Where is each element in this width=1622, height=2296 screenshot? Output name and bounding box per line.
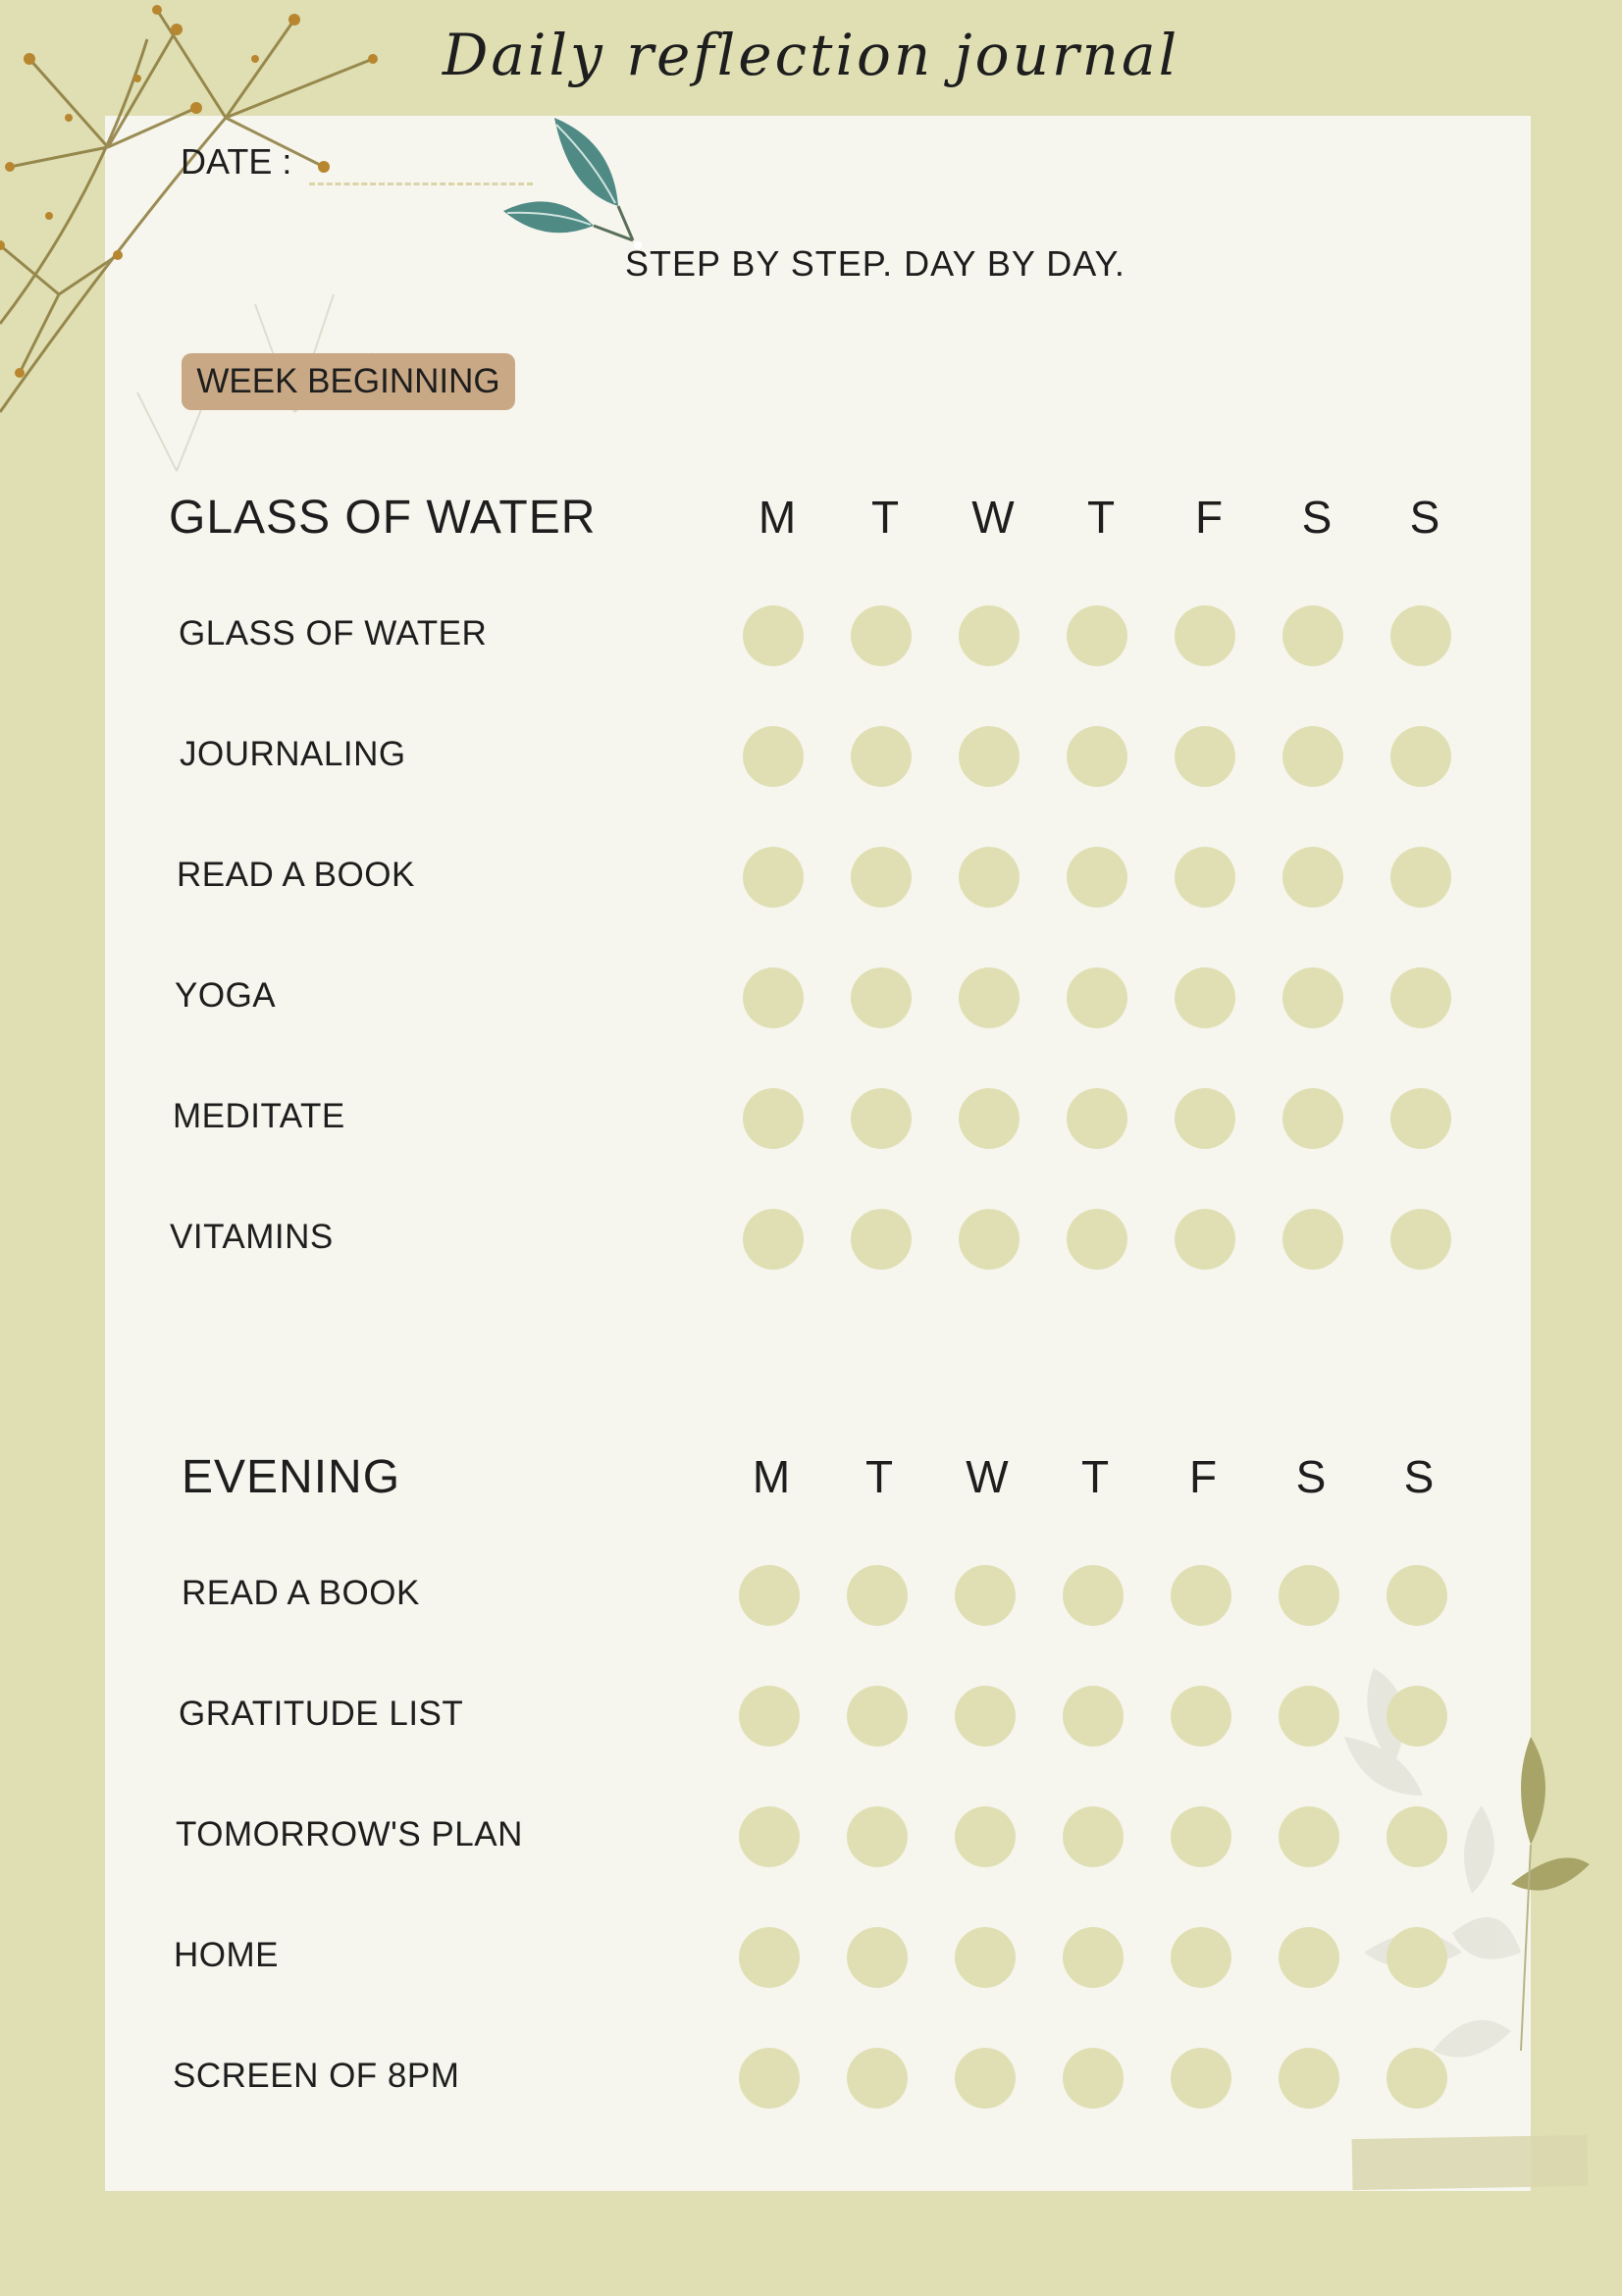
habit-check-circle[interactable] [1279,1565,1339,1626]
section-title: EVENING [182,1451,401,1503]
habit-label: JOURNALING [180,735,406,773]
habit-check-circle[interactable] [1171,2048,1231,2109]
day-header: W [971,492,1015,543]
journal-page [105,116,1531,2191]
habit-label: SCREEN OF 8PM [173,2057,460,2095]
habit-check-circle[interactable] [959,605,1020,666]
habit-check-circle[interactable] [1171,1927,1231,1988]
habit-check-circle[interactable] [1279,1806,1339,1867]
habit-label: YOGA [175,976,277,1015]
day-header: M [752,1451,791,1502]
habit-check-circle[interactable] [1387,1927,1447,1988]
habit-check-circle[interactable] [1282,605,1343,666]
habit-check-circle[interactable] [847,1806,908,1867]
habit-check-circle[interactable] [1063,1686,1124,1747]
habit-check-circle[interactable] [955,2048,1016,2109]
habit-check-circle[interactable] [1067,967,1127,1028]
habit-check-circle[interactable] [739,1927,800,1988]
day-header: T [870,492,900,543]
habit-check-circle[interactable] [1282,1088,1343,1149]
habit-check-circle[interactable] [959,967,1020,1028]
day-header: S [1295,1451,1327,1502]
habit-check-circle[interactable] [851,1209,912,1270]
habit-check-circle[interactable] [1387,2048,1447,2109]
day-header: S [1301,492,1333,543]
habit-check-circle[interactable] [1067,847,1127,908]
habit-check-circle[interactable] [1175,967,1235,1028]
habit-check-circle[interactable] [847,1565,908,1626]
habit-check-circle[interactable] [959,726,1020,787]
habit-check-circle[interactable] [1175,847,1235,908]
habit-check-circle[interactable] [851,847,912,908]
habit-check-circle[interactable] [1282,847,1343,908]
day-header: S [1403,1451,1435,1502]
habit-check-circle[interactable] [1390,726,1451,787]
day-header: S [1409,492,1440,543]
habit-check-circle[interactable] [959,1209,1020,1270]
habit-check-circle[interactable] [1282,726,1343,787]
habit-check-circle[interactable] [955,1565,1016,1626]
habit-check-circle[interactable] [1390,605,1451,666]
habit-check-circle[interactable] [1063,1565,1124,1626]
page-title: Daily reflection journal [442,22,1180,88]
day-header: T [1086,492,1116,543]
day-header: M [758,492,797,543]
habit-check-circle[interactable] [739,1806,800,1867]
habit-check-circle[interactable] [1390,1088,1451,1149]
habit-check-circle[interactable] [959,1088,1020,1149]
habit-check-circle[interactable] [1175,1209,1235,1270]
habit-check-circle[interactable] [743,1209,804,1270]
habit-check-circle[interactable] [1067,605,1127,666]
habit-check-circle[interactable] [1279,1927,1339,1988]
habit-check-circle[interactable] [1171,1565,1231,1626]
habit-label: VITAMINS [170,1218,334,1256]
habit-check-circle[interactable] [1171,1806,1231,1867]
week-beginning-badge: WEEK BEGINNING [182,353,515,410]
date-input-line[interactable] [309,183,533,185]
habit-label: GLASS OF WATER [179,614,488,652]
habit-check-circle[interactable] [1279,1686,1339,1747]
habit-check-circle[interactable] [847,1927,908,1988]
habit-check-circle[interactable] [955,1686,1016,1747]
habit-label: READ A BOOK [177,856,415,894]
habit-check-circle[interactable] [1063,1927,1124,1988]
habit-check-circle[interactable] [847,1686,908,1747]
habit-check-circle[interactable] [1387,1806,1447,1867]
habit-check-circle[interactable] [739,2048,800,2109]
habit-check-circle[interactable] [955,1927,1016,1988]
date-label: DATE : [181,141,292,182]
section-title: GLASS OF WATER [169,492,597,544]
day-header: F [1188,1451,1218,1502]
day-header: F [1194,492,1224,543]
habit-check-circle[interactable] [1171,1686,1231,1747]
habit-check-circle[interactable] [1175,1088,1235,1149]
habit-check-circle[interactable] [959,847,1020,908]
habit-check-circle[interactable] [1067,1209,1127,1270]
habit-check-circle[interactable] [1175,605,1235,666]
day-header: T [864,1451,894,1502]
habit-label: GRATITUDE LIST [179,1695,464,1733]
habit-check-circle[interactable] [1390,967,1451,1028]
habit-check-circle[interactable] [851,605,912,666]
habit-check-circle[interactable] [851,726,912,787]
habit-check-circle[interactable] [1279,2048,1339,2109]
day-header: W [966,1451,1009,1502]
habit-check-circle[interactable] [1067,1088,1127,1149]
habit-check-circle[interactable] [847,2048,908,2109]
habit-check-circle[interactable] [1063,2048,1124,2109]
habit-check-circle[interactable] [1175,726,1235,787]
habit-check-circle[interactable] [739,1686,800,1747]
habit-check-circle[interactable] [743,1088,804,1149]
habit-check-circle[interactable] [743,847,804,908]
day-header: T [1080,1451,1110,1502]
habit-label: MEDITATE [173,1097,345,1135]
habit-label: READ A BOOK [182,1574,420,1612]
habit-check-circle[interactable] [739,1565,800,1626]
habit-check-circle[interactable] [743,605,804,666]
habit-check-circle[interactable] [743,726,804,787]
habit-check-circle[interactable] [1387,1686,1447,1747]
habit-check-circle[interactable] [1390,847,1451,908]
habit-check-circle[interactable] [1282,1209,1343,1270]
habit-check-circle[interactable] [1387,1565,1447,1626]
habit-check-circle[interactable] [851,967,912,1028]
habit-check-circle[interactable] [1067,726,1127,787]
habit-label: TOMORROW'S PLAN [176,1815,523,1853]
habit-check-circle[interactable] [1282,967,1343,1028]
washi-tape [1352,2135,1589,2190]
habit-check-circle[interactable] [955,1806,1016,1867]
habit-check-circle[interactable] [851,1088,912,1149]
tagline: STEP BY STEP. DAY BY DAY. [625,243,1125,284]
habit-check-circle[interactable] [1063,1806,1124,1867]
habit-check-circle[interactable] [743,967,804,1028]
habit-check-circle[interactable] [1390,1209,1451,1270]
habit-label: HOME [174,1936,279,1974]
